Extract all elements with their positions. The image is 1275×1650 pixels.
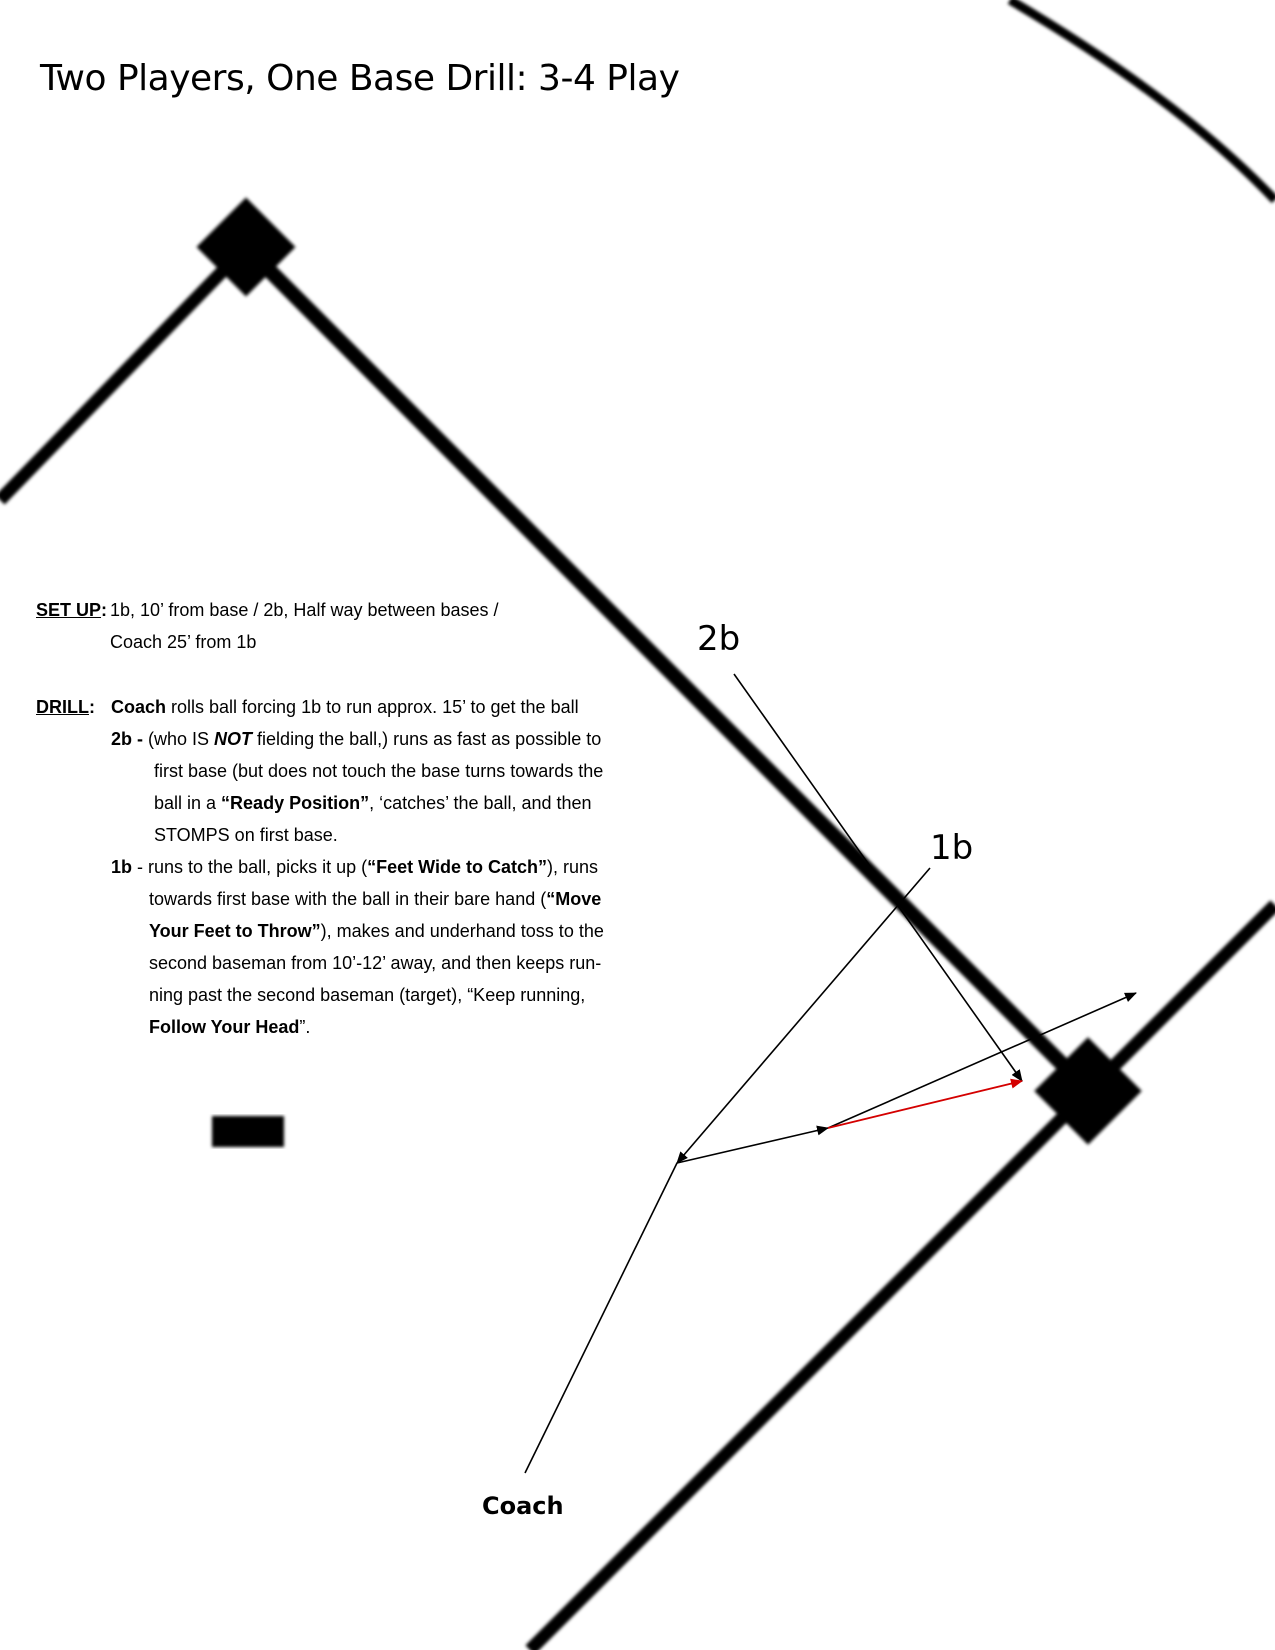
second-base-text-2: fielding the ball,) runs as fast as possible to [252,729,602,749]
first-baseman-to-throw-path [677,1128,828,1163]
drill-coach-text: rolls ball forcing 1b to run approx. 15’ to get the ball [166,697,579,717]
coach-roll-path [525,1163,677,1473]
setup-colon: : [101,600,108,620]
drill-line-1b-6 [36,1011,676,1043]
drill-line-2b-3 [36,787,676,819]
setup-text-1: 1b, 10’ from base / 2b, Half way between bases / [110,600,499,620]
drill-heading: DRILL [36,697,89,717]
first-base-line-3b: ), makes and underhand toss to the [320,921,604,941]
drill-line-2b-2 [36,755,676,787]
second-baseman-label: 2b [697,619,741,659]
drill-coach-name: Coach [111,697,167,717]
drill-line-1b-5 [36,979,676,1011]
drill-line-2b-4 [36,819,676,851]
second-base-line-2: first base (but does not touch the base turns towards the [154,761,604,781]
setup-text-2: Coach 25’ from 1b [110,632,257,652]
drill-instructions [36,594,676,1043]
drill-line-1b-1 [36,851,676,883]
drill-line-1b-3 [36,915,676,947]
first-base-line-2a: towards first base with the ball in their bare hand ( [149,889,547,909]
page-title: Two Players, One Base Drill: 3-4 Play [40,58,680,99]
second-base-line-3a: ball in a [154,793,222,813]
second-base-line-3b: , ‘catches’ the ball, and then [369,793,592,813]
move-feet-cue-2: Your Feet to Throw” [149,921,321,941]
pitching-rubber [212,1116,284,1147]
first-base-text-2: ), runs [546,857,598,877]
setup-heading: SET UP [36,600,102,620]
first-base-line-6b: ”. [299,1017,311,1037]
drill-line-2b-1 [36,723,676,755]
first-base-name: 1b [111,857,133,877]
second-base-text-1: (who IS [143,729,215,749]
second-base-name: 2b - [111,729,144,749]
underhand-toss-arrow [828,1081,1022,1128]
feet-wide-cue: “Feet Wide to Catch” [367,857,547,877]
ready-position-cue: “Ready Position” [221,793,370,813]
first-base-line-4: second baseman from 10’-12’ away, and then keeps run- [149,953,602,973]
drill-line-coach [36,691,676,723]
second-base-not: NOT [214,729,253,749]
first-baseman-run-path [677,868,930,1163]
first-base-text-1: - runs to the ball, picks it up ( [132,857,368,877]
outfield-arc [1010,0,1275,200]
first-base-line-5: ning past the second baseman (target), “Keep running, [149,985,586,1005]
second-base-line-4: STOMPS on first base. [154,825,338,845]
setup-line-1 [36,594,676,626]
drill-colon: : [89,697,95,717]
follow-head-cue: Follow Your Head [149,1017,300,1037]
base-path-third-to-second [0,247,246,500]
coach-label: Coach [482,1492,564,1520]
move-feet-cue-1: “Move [546,889,602,909]
drill-line-1b-2 [36,883,676,915]
first-baseman-label: 1b [930,828,974,868]
drill-line-1b-4 [36,947,676,979]
second-baseman-run-path [734,674,1022,1081]
setup-line-2 [36,626,676,658]
